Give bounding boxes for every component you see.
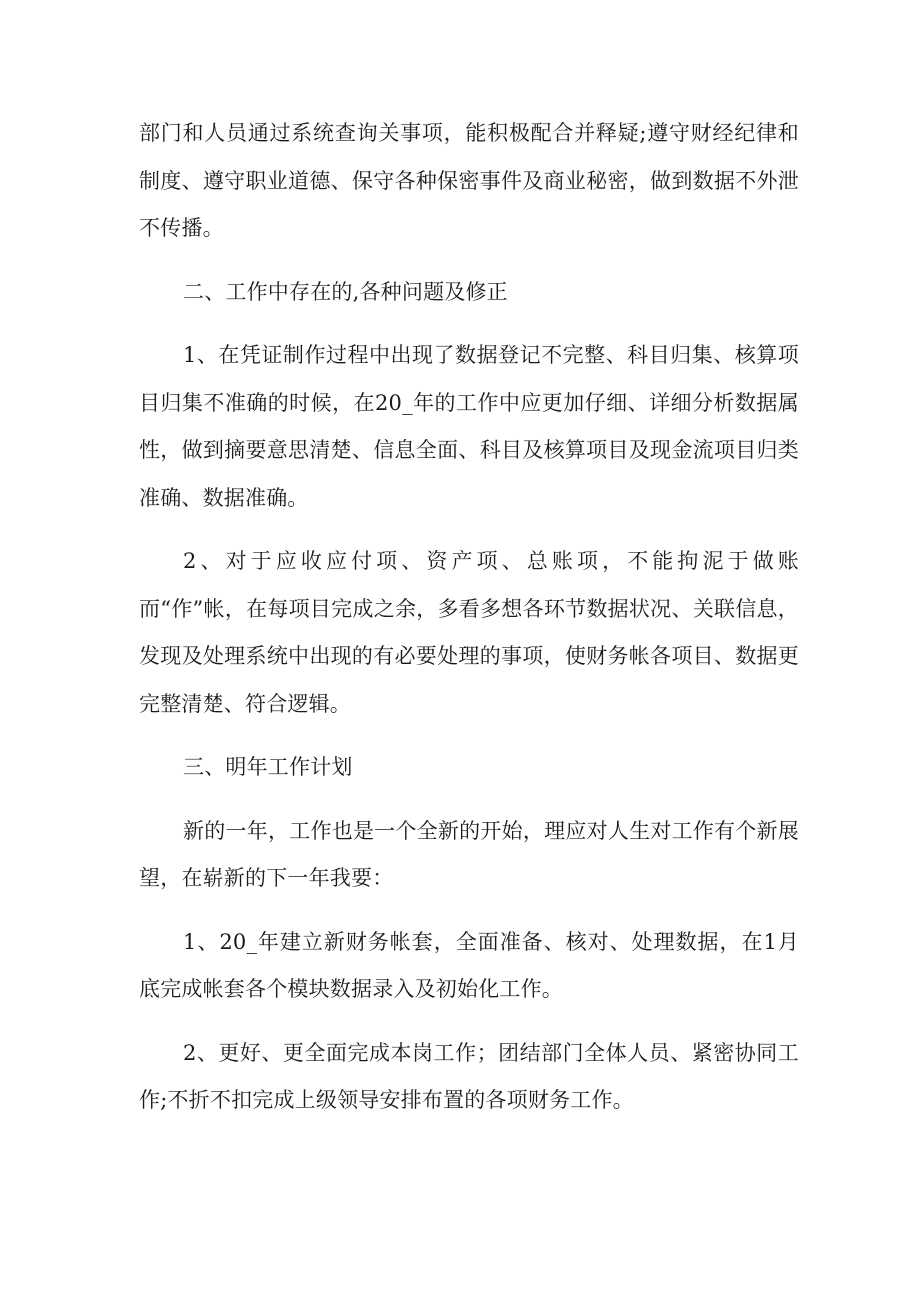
- paragraph-problem-1: 1、在凭证制作过程中出现了数据登记不完整、科目归集、核算项目归集不准确的时候，在20_年的工作中应更加仔细、详细分析数据属性，做到摘要意思清楚、信息全面、科目及核算项目及现金流项目归类准确、数据准确。: [139, 343, 799, 510]
- paragraph-problem-2: 2、对于应收应付项、资产项、总账项，不能拘泥于做账而“作”帐，在每项目完成之余，多看多想各环节数据状况、关联信息，发现及处理系统中出现的有必要处理的事项，使财务帐各项目、数据更完整清楚、符合逻辑。: [139, 549, 799, 716]
- section-heading-problems: 二、工作中存在的,各种问题及修正: [183, 279, 508, 304]
- document-body: [139, 110, 799, 1141]
- paragraph-confidentiality: 部门和人员通过系统查询关事项，能积极配合并释疑;遵守财经纪律和制度、遵守职业道德、保守各种保密事件及商业秘密，做到数据不外泄不传播。: [139, 121, 799, 240]
- section-heading-plan: 三、明年工作计划: [183, 755, 353, 779]
- paragraph-plan-intro: 新的一年，工作也是一个全新的开始，理应对人生对工作有个新展望，在崭新的下一年我要：: [139, 818, 799, 890]
- paragraph-plan-2: 2、更好、更全面完成本岗工作；团结部门全体人员、紧密协同工作;不折不扣完成上级领导安排布置的各项财务工作。: [139, 1040, 799, 1112]
- paragraph-plan-1: 1、20_年建立新财务帐套，全面准备、核对、处理数据，在1月底完成帐套各个模块数据录入及初始化工作。: [139, 929, 799, 1001]
